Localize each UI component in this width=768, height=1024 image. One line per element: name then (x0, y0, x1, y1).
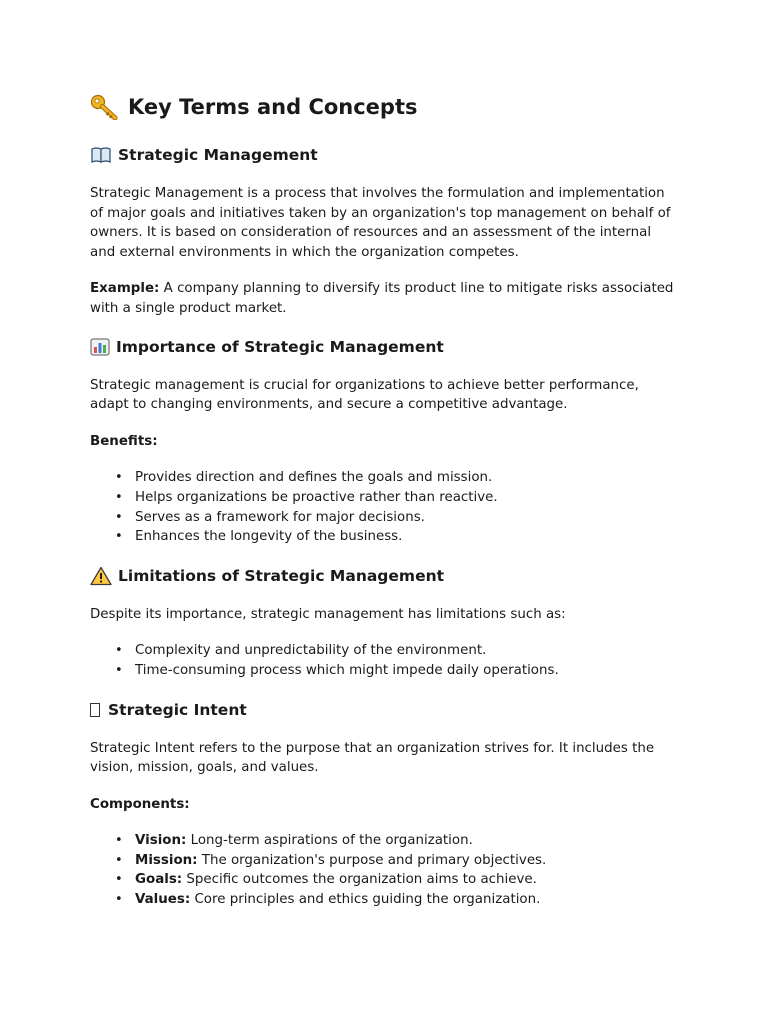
section-heading-importance (90, 336, 678, 358)
example-paragraph (90, 279, 678, 318)
example-label: Example: (90, 281, 160, 297)
limitations-list (90, 641, 678, 680)
benefits-label: Benefits: (90, 433, 158, 449)
list-item: • Enhances the longevity of the business. (135, 527, 678, 547)
section-body: Strategic Intent refers to the purpose that an organization strives for. It includes the vision, mission, goals, and values. (90, 740, 655, 776)
open-book-icon (90, 146, 112, 164)
components-list (90, 831, 678, 909)
missing-glyph-icon (90, 703, 100, 717)
component-term: Goals: (135, 872, 183, 888)
component-text: The organization's purpose and primary objectives. (197, 852, 547, 868)
list-item (135, 890, 678, 910)
section-body: Strategic Management is a process that involves the formulation and implementation of major goals and initiatives taken by an organization's top management on behalf of owners. It is based on consideration of resources and an assessment of the internal and external environments in which the organization competes. (90, 186, 671, 260)
section-body: Despite its importance, strategic management has limitations such as: (90, 606, 566, 622)
component-term: Vision: (135, 833, 187, 849)
section-heading-text: Strategic Intent (108, 700, 247, 719)
list-item (135, 831, 678, 851)
section-heading-strategic-management (90, 144, 678, 166)
component-term: Mission: (135, 852, 198, 868)
page-title (90, 92, 678, 122)
key-icon (90, 94, 120, 120)
list-item (135, 870, 678, 890)
component-text: Specific outcomes the organization aims to achieve. (182, 872, 537, 888)
section-body: Strategic management is crucial for organizations to achieve better performance, adapt to changing environments, and secure a competitive advantage. (90, 377, 639, 413)
bar-chart-icon (90, 338, 110, 356)
components-label: Components: (90, 796, 190, 812)
list-item: • Serves as a framework for major decisions. (135, 508, 678, 528)
example-text: A company planning to diversify its product line to mitigate risks associated with a single product market. (90, 281, 674, 316)
component-text: Core principles and ethics guiding the organization. (190, 892, 541, 908)
list-item: • Helps organizations be proactive rather than reactive. (135, 488, 678, 508)
section-heading-text: Strategic Management (118, 146, 318, 164)
benefits-list (90, 468, 678, 546)
page-title-text: Key Terms and Concepts (128, 95, 418, 119)
list-item: • Provides direction and defines the goals and mission. (135, 468, 678, 488)
list-item: • Complexity and unpredictability of the environment. (135, 641, 678, 661)
section-heading-limitations (90, 565, 678, 587)
component-text: Long-term aspirations of the organization. (186, 833, 473, 849)
section-heading-text: Importance of Strategic Management (116, 337, 444, 356)
component-term: Values: (135, 892, 191, 908)
list-item (135, 851, 678, 871)
section-heading-text: Limitations of Strategic Management (118, 566, 445, 585)
list-item: • Time-consuming process which might impede daily operations. (135, 661, 678, 681)
section-heading-strategic-intent (90, 699, 678, 721)
warning-icon (90, 566, 112, 586)
